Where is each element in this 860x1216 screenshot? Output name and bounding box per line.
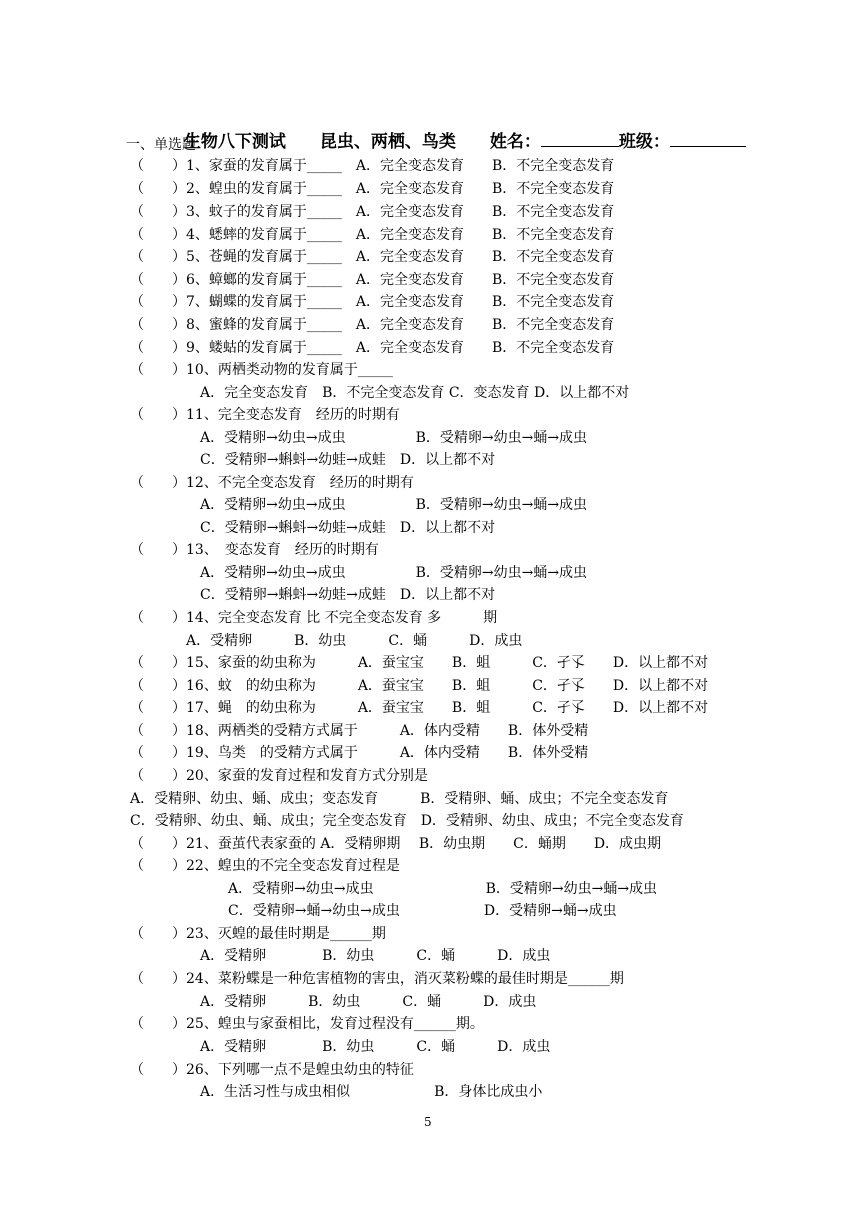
section-heading: 一、单选题 [126,137,196,153]
question-line: （ ）11、完全变态发育 经历的时期有 [130,407,400,423]
question-line: （ ）6、蟑螂的发育属于_____ A．完全变态发育 B．不完全变态发育 [130,272,615,288]
question-line: （ ）10、两栖类动物的发育属于_____ [130,362,393,378]
question-line: A．生活习性与成虫相似 B．身体比成虫小 [130,1084,543,1100]
question-line: （ ）18、两栖类的受精方式属于 A．体内受精 B．体外受精 [130,723,589,739]
question-line: （ ）13、 变态发育 经历的时期有 [130,542,379,558]
page-number: 5 [424,1115,432,1129]
question-line: （ ）22、蝗虫的不完全变态发育过程是 [130,858,400,874]
question-line: （ ）8、蜜蜂的发育属于_____ A．完全变态发育 B．不完全变态发育 [130,317,615,333]
question-line: A．完全变态发育 B．不完全变态发育 C．变态发育 D．以上都不对 [130,385,630,401]
question-line: （ ）14、完全变态发育 比 不完全变态发育 多 期 [130,610,498,626]
class-label: 班级： [618,132,670,152]
question-line: A．受精卵 B．幼虫 C．蛹 D．成虫 [130,1039,551,1055]
question-line: （ ）7、蝴蝶的发育属于_____ A．完全变态发育 B．不完全变态发育 [130,294,615,310]
question-line: （ ）25、蝗虫与家蚕相比，发育过程没有______期。 [130,1016,484,1032]
question-line: C．受精卵、幼虫、蛹、成虫；完全变态发育 D．受精卵、幼虫、成虫；不完全变态发育 [130,813,684,829]
name-field[interactable] [541,130,619,147]
question-line: A．受精卵→幼虫→成虫 B．受精卵→幼虫→蛹→成虫 [130,497,588,513]
test-title: 生物八下测试 [183,132,286,152]
question-line: （ ）21、蚕茧代表家蚕的 A．受精卵期 B．幼虫期 C．蛹期 D．成虫期 [130,836,662,852]
question-line: （ ）15、家蚕的幼虫称为 A．蚕宝宝 B．蛆 C．孑孓 D．以上都不对 [130,655,709,671]
question-line: C．受精卵→蛹→幼虫→成虫 D．受精卵→蛹→成虫 [130,903,617,919]
question-line: A．受精卵→幼虫→成虫 B．受精卵→幼虫→蛹→成虫 [130,430,588,446]
question-line: （ ）5、苍蝇的发育属于_____ A．完全变态发育 B．不完全变态发育 [130,249,615,265]
question-line: C．受精卵→蝌蚪→幼蛙→成蛙 D．以上都不对 [130,587,496,603]
test-topic: 昆虫、两栖、鸟类 [319,132,456,152]
question-line: （ ）24、菜粉蝶是一种危害植物的害虫，消灭菜粉蝶的最佳时期是______期 [130,971,624,987]
question-line: A．受精卵、幼虫、蛹、成虫；变态发育 B．受精卵、蛹、成虫；不完全变态发育 [130,791,669,807]
question-line: （ ）16、蚊 的幼虫称为 A．蚕宝宝 B．蛆 C．孑孓 D．以上都不对 [130,678,709,694]
question-line: A．受精卵 B．幼虫 C．蛹 D．成虫 [130,994,537,1010]
name-label: 姓名： [489,132,541,152]
question-line: （ ）9、蝼蛄的发育属于_____ A．完全变态发育 B．不完全变态发育 [130,340,615,356]
question-line: （ ）23、灭蝗的最佳时期是______期 [130,926,386,942]
question-line: （ ）4、蟋蟀的发育属于_____ A．完全变态发育 B．不完全变态发育 [130,227,615,243]
question-line: C．受精卵→蝌蚪→幼蛙→成蛙 D．以上都不对 [130,452,496,468]
question-line: C．受精卵→蝌蚪→幼蛙→成蛙 D．以上都不对 [130,520,496,536]
question-line: （ ）19、鸟类 的受精方式属于 A．体内受精 B．体外受精 [130,745,589,761]
question-line: A．受精卵→幼虫→成虫 B．受精卵→幼虫→蛹→成虫 [130,565,588,581]
question-line: （ ）17、蝇 的幼虫称为 A．蚕宝宝 B．蛆 C．孑孓 D．以上都不对 [130,700,709,716]
header-line [172,112,746,151]
class-field[interactable] [670,130,746,147]
question-line: （ ）20、家蚕的发育过程和发育方式分别是 [130,768,428,784]
question-line: A．受精卵→幼虫→成虫 B．受精卵→幼虫→蛹→成虫 [130,881,658,897]
question-line: （ ）2、蝗虫的发育属于_____ A．完全变态发育 B．不完全变态发育 [130,181,615,197]
question-line: （ ）1、家蚕的发育属于_____ A．完全变态发育 B．不完全变态发育 [130,158,615,174]
question-line: （ ）3、蚊子的发育属于_____ A．完全变态发育 B．不完全变态发育 [130,204,615,220]
question-line: （ ）12、不完全变态发育 经历的时期有 [130,475,414,491]
question-line: （ ）26、下列哪一点不是蝗虫幼虫的特征 [130,1062,414,1078]
question-line: A．受精卵 B．幼虫 C．蛹 D．成虫 [130,948,551,964]
question-line: A．受精卵 B．幼虫 C．蛹 D．成虫 [130,633,523,649]
